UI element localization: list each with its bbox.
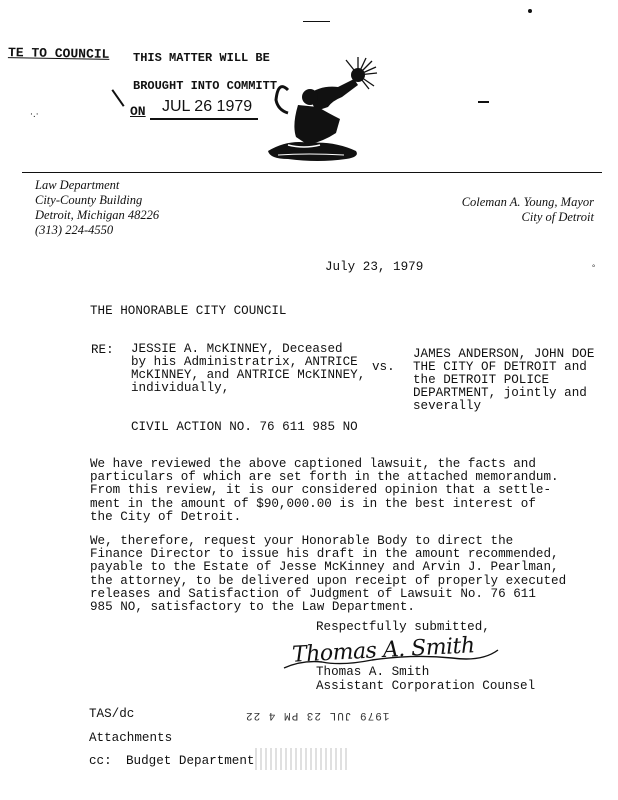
letter-date: July 23, 1979: [325, 260, 424, 274]
letterhead-department: Law Department: [35, 178, 120, 192]
stamp-council-label: TE TO COUNCIL: [7, 45, 110, 62]
re-plaintiff: [131, 343, 365, 395]
re-vs: vs.: [372, 360, 395, 374]
paragraph-line: From this review, it is our considered opinion that a settle-: [90, 483, 552, 498]
paragraph-line: We have reviewed the above captioned lawsuit, the facts and: [90, 457, 536, 471]
letterhead-mayor: Coleman A. Young, Mayor: [461, 195, 594, 209]
stamp-on-label: ON: [130, 104, 146, 119]
re-label: RE:: [91, 343, 114, 357]
stamp-date-underline: [150, 118, 258, 120]
stray-mark: [303, 21, 330, 22]
plaintiff-line: by his Administratrix, ANTRICE: [131, 355, 358, 369]
paragraph-line: ment in the amount of $90,000.00 is in the best interest of: [90, 496, 536, 511]
defendant-line: DEPARTMENT, jointly and: [413, 386, 587, 400]
stamp-matter-line: THIS MATTER WILL BE: [133, 51, 270, 65]
plaintiff-line: individually,: [131, 381, 230, 395]
re-defendant: [413, 348, 594, 413]
letterhead-rule: [22, 172, 602, 173]
letterhead-address: Detroit, Michigan 48226: [35, 208, 160, 222]
defendant-line: severally: [413, 399, 482, 413]
paragraph-line: releases and Satisfaction of Judgment of Lawsuit No. 76 611: [90, 586, 536, 601]
paragraph-line: 985 NO, satisfactory to the Law Department.: [90, 600, 415, 615]
paragraph-line: particulars of which are set forth in the attached memorandum.: [90, 470, 559, 485]
signer-title: Assistant Corporation Counsel: [316, 679, 536, 693]
margin-dot: °: [592, 263, 596, 272]
civil-action: CIVIL ACTION NO. 76 611 985 NO: [131, 420, 358, 434]
defendant-line: THE CITY OF DETROIT and: [413, 360, 587, 374]
plaintiff-line: JESSIE A. McKINNEY, Deceased: [131, 342, 343, 356]
handwritten-signature: Thomas A. Smith: [291, 633, 476, 668]
letterhead-left: [35, 178, 159, 238]
defendant-line: JAMES ANDERSON, JOHN DOE: [413, 347, 595, 361]
margin-dots: ·.·: [30, 110, 39, 120]
letterhead-building: City-County Building: [35, 193, 143, 207]
received-stamp: 1979 JUL 23 PM 4 22: [245, 709, 390, 721]
stray-dash: [478, 101, 489, 103]
letterhead-city: City of Detroit: [521, 210, 594, 224]
signer-name: Thomas A. Smith: [316, 665, 430, 679]
paragraph-line: the City of Detroit.: [90, 509, 242, 524]
cc-label: cc:: [89, 754, 112, 768]
addressee: THE HONORABLE CITY COUNCIL: [90, 304, 287, 318]
paragraph-2: [90, 535, 566, 614]
typist-initials: TAS/dc: [89, 707, 135, 721]
paragraph-line: We, therefore, request your Honorable Body to direct the: [90, 534, 514, 548]
closing: Respectfully submitted,: [316, 620, 490, 634]
stray-dot: [528, 9, 532, 13]
faint-stamp-smudge: [255, 748, 350, 770]
cc-recipient: Budget Department: [126, 754, 255, 768]
letterhead-phone: (313) 224-4550: [35, 223, 114, 237]
defendant-line: the DETROIT POLICE: [413, 373, 550, 387]
attachments-label: Attachments: [89, 731, 173, 745]
letterhead-right: [462, 195, 594, 225]
paragraph-line: the attorney, to be delivered upon receipt of properly executed: [90, 573, 567, 588]
paragraph-1: [90, 458, 559, 524]
stamp-tick-mark: [111, 89, 124, 107]
spirit-of-detroit-logo: [248, 55, 398, 170]
stamp-brought-line: BROUGHT INTO COMMITT: [133, 79, 278, 93]
paragraph-line: Finance Director to issue his draft in the amount recommended,: [90, 547, 559, 562]
stamp-date: JUL 26 1979: [162, 98, 253, 115]
paragraph-line: payable to the Estate of Jesse McKinney and Arvin J. Pearlman,: [90, 560, 559, 575]
plaintiff-line: McKINNEY, and ANTRICE McKINNEY,: [131, 368, 366, 382]
